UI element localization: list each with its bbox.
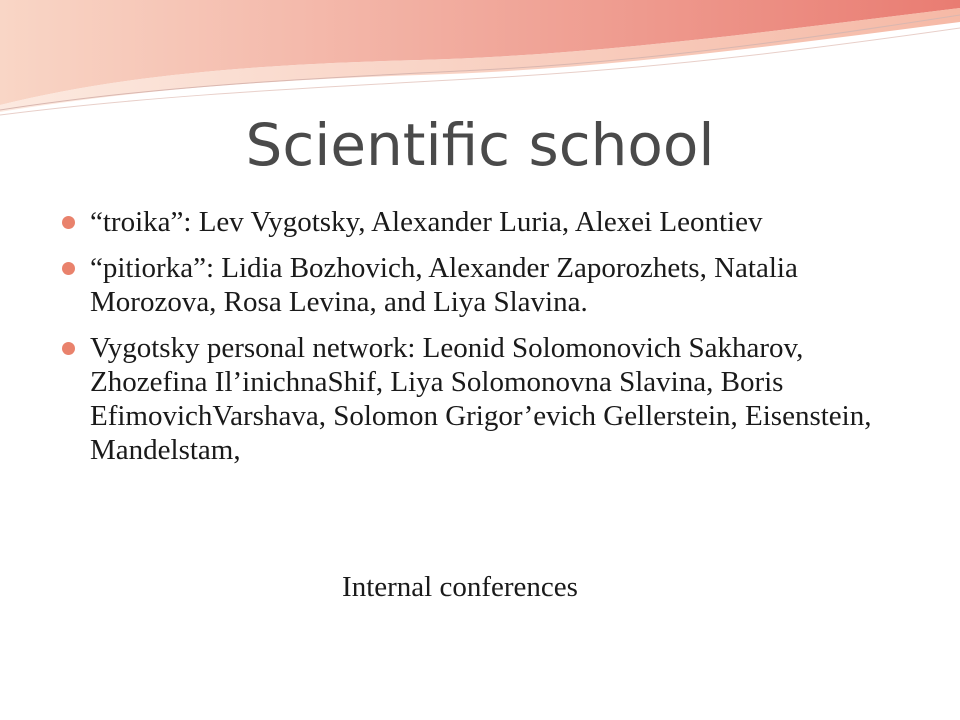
bullet-list <box>60 205 910 479</box>
bullet-text: “pitiorka”: Lidia Bozhovich, Alexander Zaporozhets, Natalia Morozova, Rosa Levina, and Liya Slavina. <box>90 252 798 318</box>
bullet-text: Vygotsky personal network: Leonid Solomonovich Sakharov, Zhozefina Il’inichnaShif, Liya Solomonovna Slavina, Boris EfimovichVarshava, Solomon Grigor’evich Gellerstein, Eisenstein, Mandelstam, <box>90 332 872 466</box>
bullet-dot-icon <box>62 342 75 355</box>
bullet-dot-icon <box>62 262 75 275</box>
header-wave-decoration <box>0 0 960 120</box>
bullet-item <box>60 251 910 319</box>
internal-conferences-line: Internal conferences <box>342 571 578 603</box>
bullet-item <box>60 331 910 467</box>
bullet-item <box>60 205 910 239</box>
bullet-dot-icon <box>62 216 75 229</box>
bullet-text: “troika”: Lev Vygotsky, Alexander Luria, Alexei Leontiev <box>90 206 763 238</box>
slide-title: Scientific school <box>245 111 715 179</box>
